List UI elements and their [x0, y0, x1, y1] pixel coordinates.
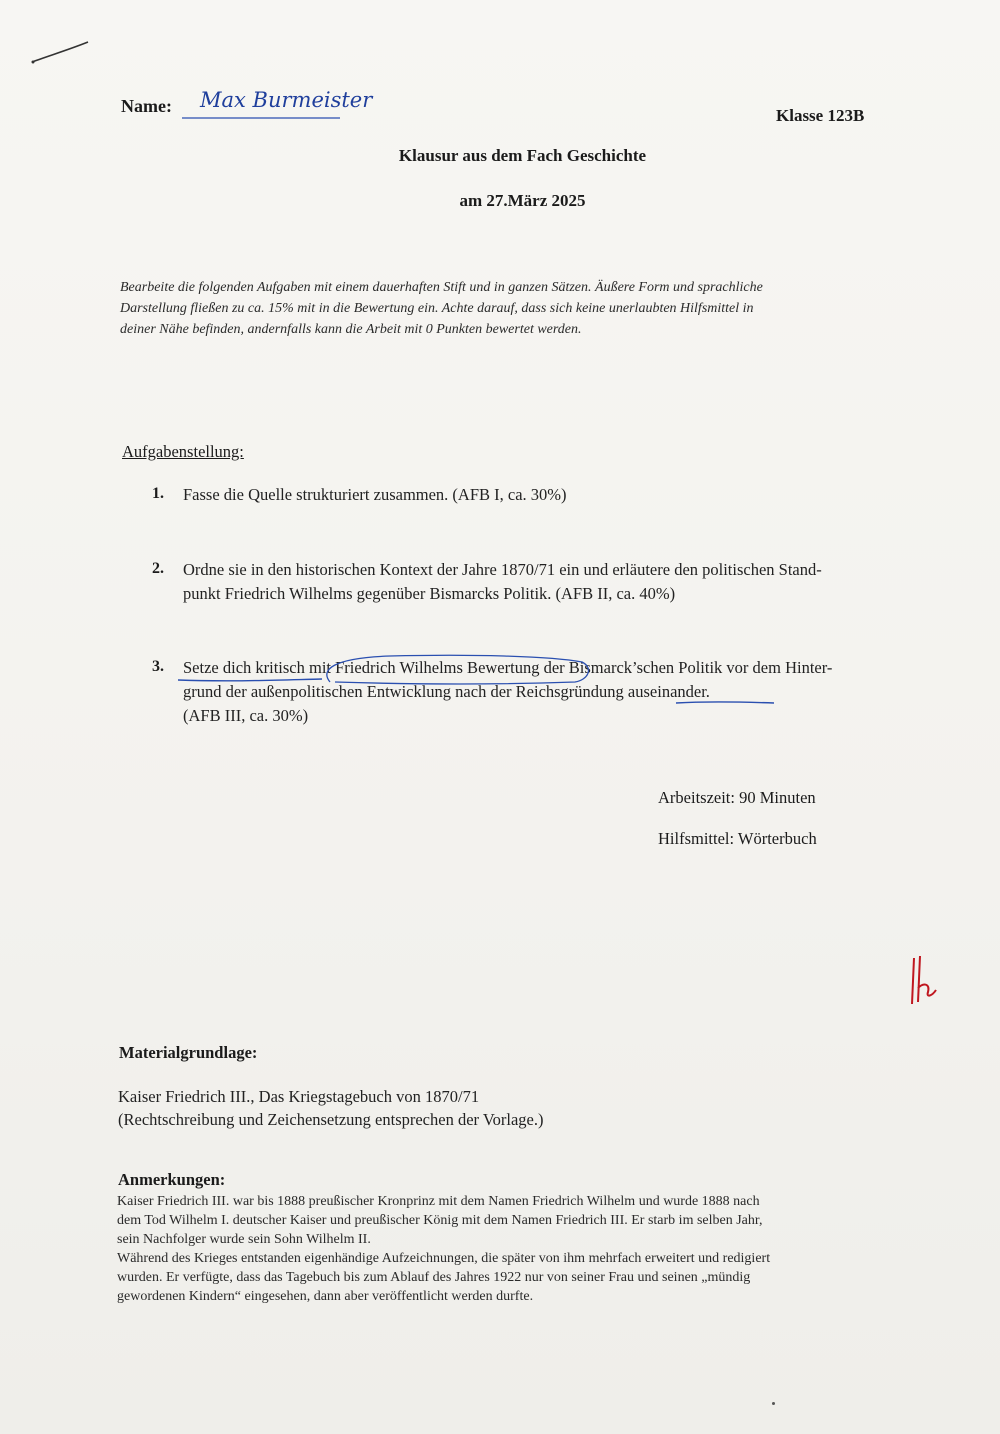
task-line: Ordne sie in den historischen Kontext der Jahre 1870/71 ein und erläutere den politischen Stand- — [183, 560, 822, 579]
material-line: Kaiser Friedrich III., Das Kriegstagebuch von 1870/71 — [118, 1087, 480, 1106]
work-time: Arbeitszeit: 90 Minuten — [658, 788, 816, 807]
task-number: 3. — [152, 658, 164, 675]
instructions-line: Darstellung fließen zu ca. 15% mit in die Bewertung ein. Achte darauf, dass sich keine unerlaubten Hilfsmittel in — [120, 301, 754, 316]
task-number: 1. — [152, 485, 164, 502]
notes-line: sein Nachfolger wurde sein Sohn Wilhelm II. — [117, 1232, 371, 1247]
paper-speck — [772, 1402, 775, 1405]
notes-heading: Anmerkungen: — [118, 1170, 226, 1189]
task-2-text — [183, 558, 822, 606]
exam-title: Klausur aus dem Fach Geschichte — [398, 146, 647, 165]
tasks-heading: Aufgabenstellung: — [122, 442, 244, 461]
task-line: (AFB III, ca. 30%) — [183, 706, 309, 725]
material-block — [118, 1085, 544, 1131]
pen-stroke-mark — [28, 38, 94, 68]
student-name-handwritten: Max Burmeister — [200, 88, 373, 112]
class-label: Klasse 123B — [776, 106, 865, 125]
task-line: punkt Friedrich Wilhelms gegenüber Bismarcks Politik. (AFB II, ca. 40%) — [183, 584, 676, 603]
pen-underline-annotations — [170, 640, 790, 720]
task-line: Setze dich kritisch mit Friedrich Wilhelms Bewertung der Bismarck’schen Politik vor dem Hinter- — [183, 658, 833, 677]
name-label: Name: — [121, 96, 172, 116]
name-underline — [182, 112, 342, 122]
instructions-line: deiner Nähe befinden, andernfalls kann die Arbeit mit 0 Punkten bewertet werden. — [120, 322, 582, 337]
notes-line: wurden. Er verfügte, dass das Tagebuch bis zum Ablauf des Jahres 1922 nur von seiner Frau und seinen „mündig — [117, 1270, 751, 1285]
notes-line: dem Tod Wilhelm I. deutscher Kaiser und preußischer König mit dem Namen Friedrich III. Er starb im selben Jahr, — [117, 1213, 763, 1228]
notes-block — [117, 1192, 937, 1306]
material-heading: Materialgrundlage: — [119, 1043, 258, 1062]
exam-date: am 27.März 2025 — [459, 191, 586, 210]
teacher-initials-mark — [904, 952, 944, 1012]
instructions-block — [120, 277, 940, 340]
task-line: Fasse die Quelle strukturiert zusammen. (AFB I, ca. 30%) — [183, 485, 567, 504]
instructions-line: Bearbeite die folgenden Aufgaben mit einem dauerhaften Stift und in ganzen Sätzen. Äußere Form und sprachliche — [120, 280, 763, 295]
notes-line: Während des Krieges entstanden eigenhändige Aufzeichnungen, die später von ihm mehrfach erweitert und redigiert — [117, 1251, 771, 1266]
task-1-text — [183, 483, 567, 507]
material-line: (Rechtschreibung und Zeichensetzung entsprechen der Vorlage.) — [118, 1110, 544, 1129]
allowed-aids: Hilfsmittel: Wörterbuch — [658, 829, 817, 848]
task-number: 2. — [152, 560, 164, 577]
notes-line: Kaiser Friedrich III. war bis 1888 preußischer Kronprinz mit dem Namen Friedrich Wilhelm und wurde 1888 nach — [117, 1194, 760, 1209]
task-line: grund der außenpolitischen Entwicklung nach der Reichsgründung auseinander. — [183, 682, 710, 701]
notes-line: gewordenen Kindern“ eingesehen, dann aber veröffentlicht werden durfte. — [117, 1289, 534, 1304]
